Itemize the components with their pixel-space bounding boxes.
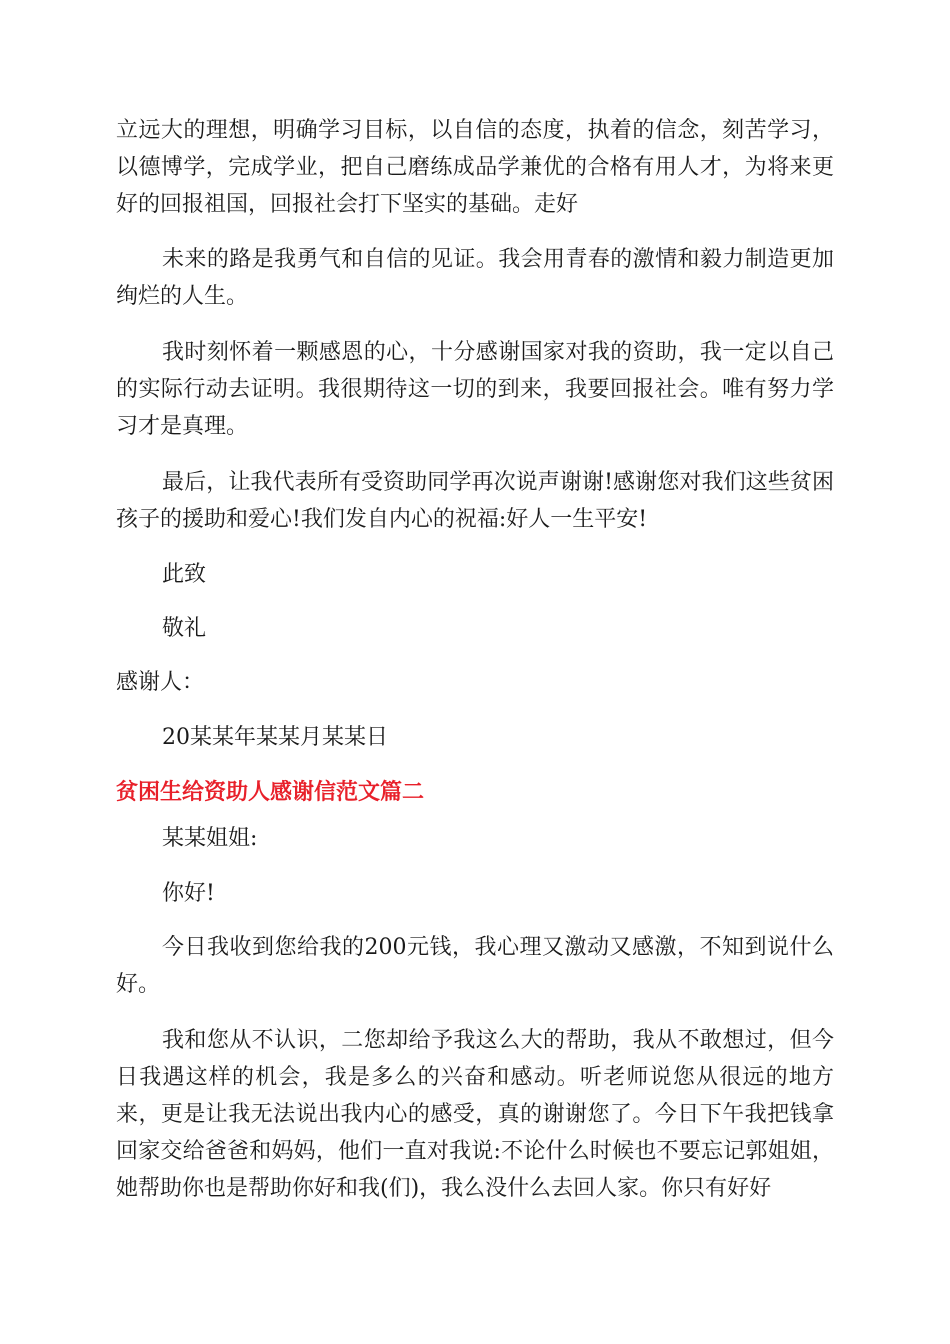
paragraph-future-road: 未来的路是我勇气和自信的见证。我会用青春的激情和毅力制造更加绚烂的人生。 (116, 247, 834, 309)
signature-label: 感谢人： (116, 670, 205, 695)
paragraph-ideals: 立远大的理想，明确学习目标，以自信的态度，执着的信念，刻苦学习，以德博学，完成学业，把自己磨练成品学兼优的合格有用人才，为将来更好的回报祖国，回报社会打下坚实的基础。走好 (116, 118, 834, 217)
letter2-greeting: 某某姐姐: (162, 826, 258, 851)
paragraph-gratitude: 我时刻怀着一颗感恩的心，十分感谢国家对我的资助，我一定以自己的实际行动去证明。我很期待这一切的到来，我要回报社会。唯有努力学习才是真理。 (116, 340, 834, 439)
letter2-received-money: 今日我收到您给我的200元钱，我心理又激动又感激，不知到说什么好。 (116, 935, 834, 997)
letter2-hello: 你好! (162, 881, 215, 906)
salutation-jingli: 敬礼 (162, 616, 207, 641)
date-line: 20某某年某某月某某日 (162, 725, 388, 750)
paragraph-closing-thanks: 最后，让我代表所有受资助同学再次说声谢谢!感谢您对我们这些贫困孩子的援助和爱心!我们发自内心的祝福:好人一生平安! (116, 470, 834, 532)
section-heading: 贫困生给资助人感谢信范文篇二 (116, 780, 425, 805)
salutation-cizhi: 此致 (162, 562, 207, 587)
letter2-body: 我和您从不认识，二您却给予我这么大的帮助，我从不敢想过，但今日我遇这样的机会，我是多么的兴奋和感动。听老师说您从很远的地方来，更是让我无法说出我内心的感受，真的谢谢您了。今日下午我把钱拿回家交给爸爸和妈妈，他们一直对我说:不论什么时候也不要忘记郭姐姐，她帮助你也是帮助你好和我(们)，我么没什么去回人家。你只有好好 (116, 1028, 834, 1201)
